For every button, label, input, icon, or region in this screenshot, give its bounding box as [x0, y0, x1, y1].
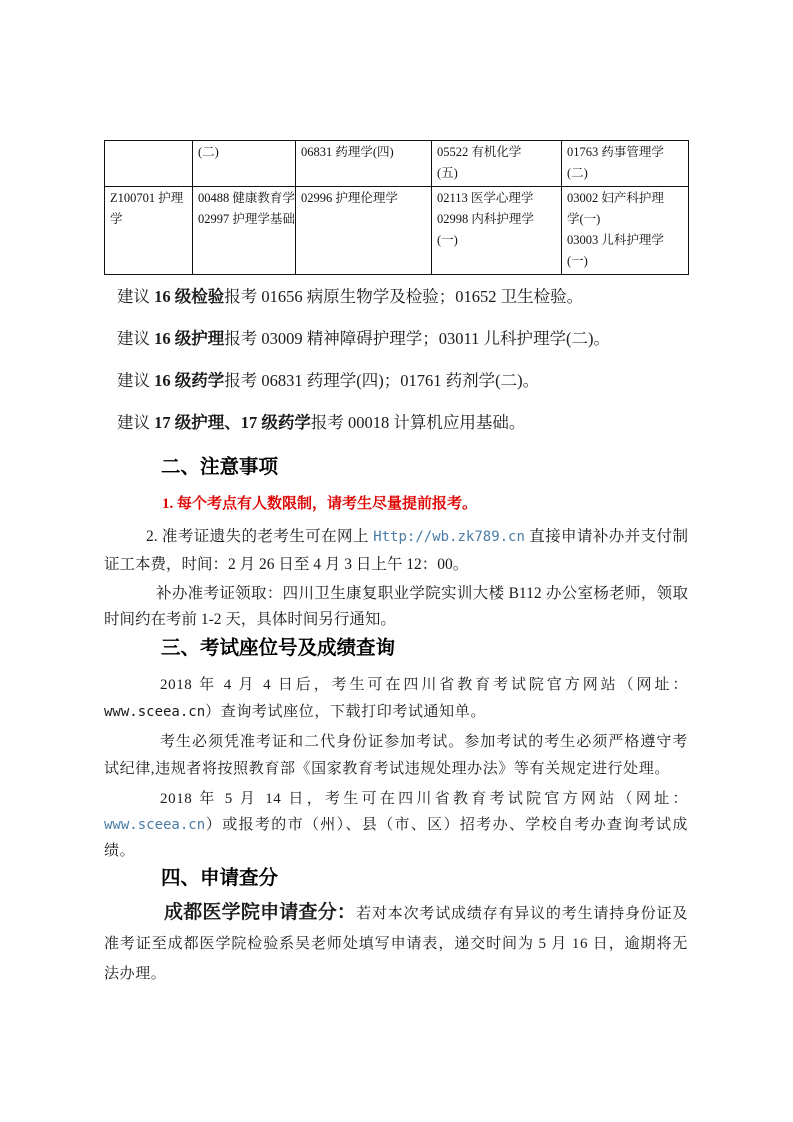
table-cell [193, 141, 296, 187]
score-query-pre: 2018 年 5 月 14 日，考生可在四川省教育考试院官方网站（网址： [160, 791, 688, 807]
table-row [105, 187, 689, 275]
suggestion-prefix: 建议 [117, 329, 155, 348]
section3-heading: 三、考试座位号及成绩查询 [161, 637, 396, 659]
table-cell [562, 141, 689, 187]
cell-line: 06831 药理学(四) [301, 145, 394, 159]
table-cell [432, 141, 562, 187]
suggestion-rest: 报考 06831 药理学(四)；01761 药剂学(二)。 [224, 371, 540, 390]
recheck-body: 若对本次考试成绩存有异议的考生请持身份证及准考证至成都医学院检验系吴老师处填写申请表，递交时间为 5 月 16 日，逾期将无法办理。 [104, 906, 688, 982]
suggestion-rest: 报考 01656 病原生物学及检验；01652 卫生检验。 [224, 287, 584, 306]
suggestion-prefix: 建议 [117, 413, 155, 432]
table-cell [105, 141, 193, 187]
suggestion-rest: 报考 00018 计算机应用基础。 [310, 413, 526, 432]
suggestion-bold: 16 级护理 [154, 329, 225, 348]
table-cell [105, 187, 193, 275]
suggestion-prefix: 建议 [117, 371, 155, 390]
notice-item-1: 1. 每个考点有人数限制，请考生尽量提前报考。 [162, 496, 478, 512]
cell-line: Z100701 护理 [110, 191, 184, 205]
notice-item-2 [104, 523, 688, 578]
cell-line: 03002 妇产科护理 [567, 191, 664, 205]
cell-line: 03003 儿科护理学 [567, 233, 664, 247]
cell-line: 05522 有机化学 [437, 145, 522, 159]
table-cell [432, 187, 562, 275]
score-recheck-paragraph [104, 898, 688, 989]
cell-line: (二) [567, 166, 588, 180]
suggestion-bold: 17 级护理、17 级药学 [154, 413, 311, 432]
score-query-post: ）或报考的市（州）、县（市、区）招考办、学校自考办查询考试成绩。 [104, 817, 688, 859]
table-cell [562, 187, 689, 275]
admission-ticket-pickup: 补办准考证领取：四川卫生康复职业学院实训大楼 B112 办公室杨老师，领取时间约在考前 1-2 天，具体时间另行通知。 [104, 585, 688, 628]
suggestion-line [104, 370, 688, 392]
suggestion-bold: 16 级药学 [154, 371, 225, 390]
cell-line: 00488 健康教育学 [198, 191, 295, 205]
seat-query-paragraph [104, 672, 688, 725]
section4-heading: 四、申请查分 [161, 867, 279, 889]
recheck-lead: 成都医学院申请查分： [164, 902, 357, 923]
seat-query-pre: 2018 年 4 月 4 日后，考生可在四川省教育考试院官方网站（网址： [160, 677, 688, 693]
exam-discipline-paragraph: 考生必须凭准考证和二代身份证参加考试。参加考试的考生必须严格遵守考试纪律,违规者将按照教育部《国家教育考试违规处理办法》等有关规定进行处理。 [104, 734, 688, 777]
suggestions-block [104, 286, 688, 434]
cell-line: 01763 药事管理学 [567, 145, 664, 159]
wb-zk789-link[interactable]: Http://wb.zk789.cn [373, 529, 525, 545]
suggestion-bold: 16 级检验 [154, 287, 225, 306]
cell-line: (五) [437, 166, 458, 180]
cell-line: 02997 护理学基础 [198, 212, 295, 226]
table-row [105, 141, 689, 187]
suggestion-line [104, 412, 688, 434]
suggestion-line [104, 328, 688, 350]
table-cell [296, 141, 432, 187]
table-cell [296, 187, 432, 275]
notice-item-2-post: 直接申请补办并支付制证工本费，时间：2 月 26 日至 4 月 3 日上午 12：00。 [104, 528, 688, 573]
suggestion-line [104, 286, 688, 308]
notice-item-2-pre: 2. 准考证遗失的老考生可在网上 [146, 528, 374, 545]
cell-line: (二) [198, 145, 219, 159]
exam-schedule-table [104, 140, 689, 275]
suggestion-prefix: 建议 [117, 287, 155, 306]
cell-line: 学(一) [567, 212, 601, 226]
cell-line: 02998 内科护理学 [437, 212, 534, 226]
cell-line: 02996 护理伦理学 [301, 191, 398, 205]
cell-line: (一) [567, 254, 588, 268]
seat-query-post: ）查询考试座位，下载打印考试通知单。 [205, 703, 486, 720]
cell-line: 学 [110, 212, 123, 226]
table-cell [193, 187, 296, 275]
section2-heading: 二、注意事项 [161, 456, 279, 478]
score-query-paragraph [104, 786, 688, 864]
suggestion-rest: 报考 03009 精神障碍护理学；03011 儿科护理学(二)。 [224, 329, 611, 348]
sceea-url-text: www.sceea.cn [104, 703, 206, 720]
cell-line: (一) [437, 233, 458, 247]
cell-line: 02113 医学心理学 [437, 191, 534, 205]
sceea-link[interactable]: www.sceea.cn [104, 817, 206, 833]
